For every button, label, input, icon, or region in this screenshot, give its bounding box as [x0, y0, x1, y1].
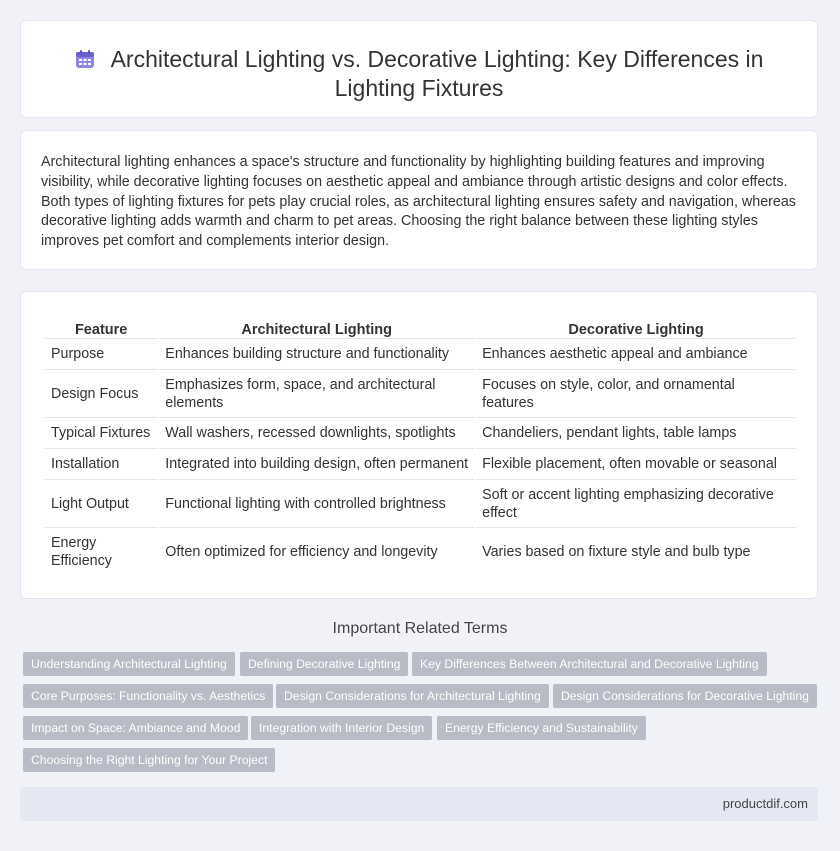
- footer: [20, 787, 818, 821]
- table-cell: Varies based on fixture style and bulb type: [482, 543, 751, 560]
- related-term-tag[interactable]: Defining Decorative Lighting: [240, 652, 408, 676]
- related-term-tag[interactable]: Design Considerations for Decorative Lighting: [553, 684, 817, 708]
- table-cell: Enhances building structure and functionality: [159, 339, 474, 370]
- table-cell: Typical Fixtures: [45, 418, 157, 449]
- related-term-tag[interactable]: Impact on Space: Ambiance and Mood: [23, 716, 248, 740]
- table-cell: Installation: [45, 449, 157, 480]
- page-title: Architectural Lighting vs. Decorative Lighting: Key Differences in Lighting Fixtures: [110, 46, 764, 101]
- column-header: Decorative Lighting: [476, 316, 796, 339]
- table-cell: Light Output: [45, 480, 157, 528]
- table-cell: Flexible placement, often movable or seasonal: [476, 449, 796, 480]
- calendar-icon: [75, 49, 95, 69]
- table-row: [45, 418, 796, 449]
- table-cell: Integrated into building design, often permanent: [159, 449, 474, 480]
- related-terms-heading: Important Related Terms: [332, 620, 508, 637]
- table-cell: Functional lighting with controlled brightness: [159, 480, 474, 528]
- table-row: [45, 449, 796, 480]
- table-row: [45, 370, 796, 418]
- table-cell: Wall washers, recessed downlights, spotlights: [159, 418, 474, 449]
- table-cell: Design Focus: [45, 370, 157, 418]
- table-cell: Often optimized for efficiency and longevity: [165, 543, 438, 560]
- table-row: [45, 339, 796, 370]
- column-header: Architectural Lighting: [159, 316, 474, 339]
- related-term-tag[interactable]: Design Considerations for Architectural Lighting: [276, 684, 549, 708]
- intro-card: [20, 130, 818, 270]
- table-cell: Chandeliers, pendant lights, table lamps: [476, 418, 796, 449]
- related-term-tag[interactable]: Understanding Architectural Lighting: [23, 652, 235, 676]
- table-cell: Focuses on style, color, and ornamental features: [476, 370, 796, 418]
- table-cell: Purpose: [45, 339, 157, 370]
- table-cell: Energy Efficiency: [51, 534, 112, 569]
- header-card: [20, 20, 818, 118]
- table-cell: Soft or accent lighting emphasizing decorative effect: [476, 480, 796, 528]
- related-term-tag[interactable]: Integration with Interior Design: [251, 716, 432, 740]
- table-cell: Enhances aesthetic appeal and ambiance: [476, 339, 796, 370]
- related-term-tag[interactable]: Core Purposes: Functionality vs. Aesthetics: [23, 684, 273, 708]
- footer-site-link[interactable]: productdif.com: [722, 796, 808, 811]
- related-term-tag[interactable]: Key Differences Between Architectural and Decorative Lighting: [412, 652, 767, 676]
- related-term-tag[interactable]: Energy Efficiency and Sustainability: [437, 716, 646, 740]
- column-header: Feature: [45, 316, 157, 339]
- comparison-table: [43, 316, 798, 575]
- table-header-row: [45, 316, 796, 339]
- intro-paragraph: Architectural lighting enhances a space's structure and functionality by highlighting building features and improving visibility, while decorative lighting focuses on aesthetic appeal and ambiance through artistic designs and color effects. Both types of lighting fixtures for pets play crucial roles, as architectural lighting ensures safety and navigation, whereas decorative lighting adds warmth and charm to pet areas. Choosing the right balance between these lighting styles improves pet comfort and complements interior design.: [41, 154, 796, 250]
- comparison-card: [20, 291, 818, 599]
- table-cell: Emphasizes form, space, and architectural elements: [159, 370, 474, 418]
- related-term-tag[interactable]: Choosing the Right Lighting for Your Project: [23, 748, 275, 772]
- table-row: [45, 528, 796, 575]
- table-row: [45, 480, 796, 528]
